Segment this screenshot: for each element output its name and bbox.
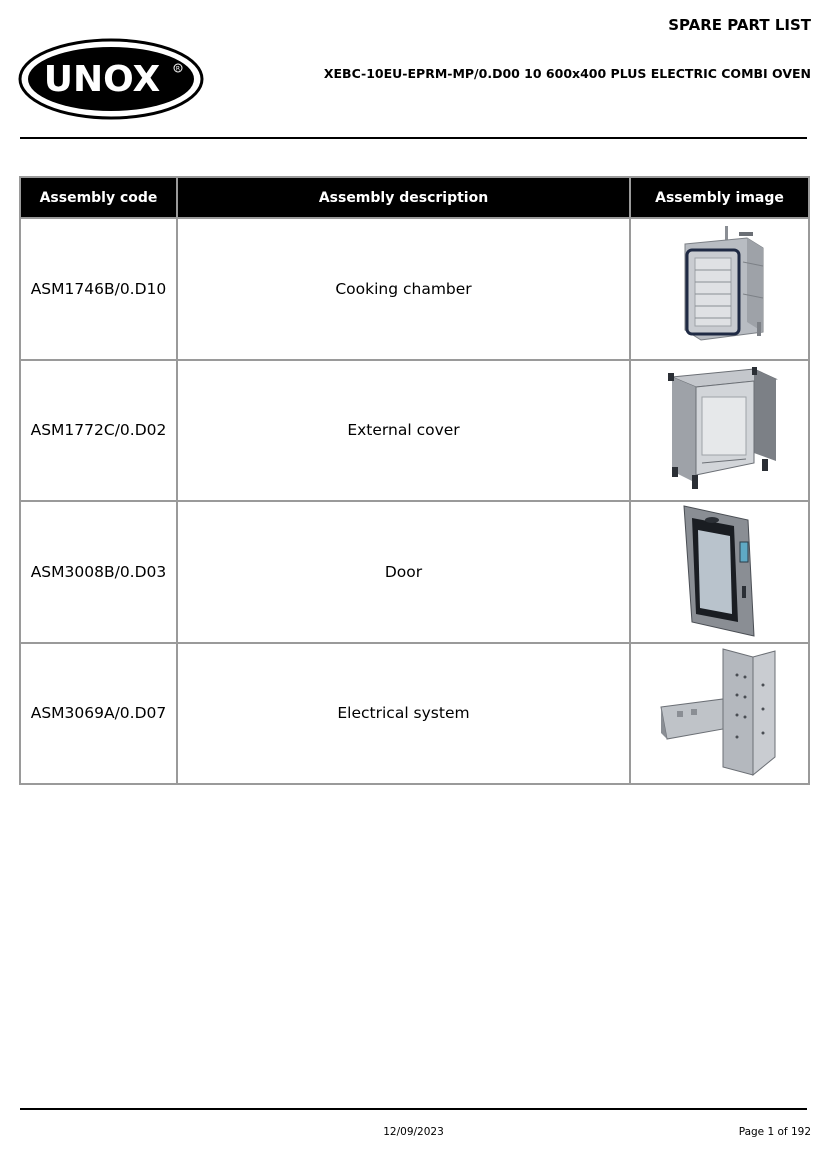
table-row <box>20 643 809 785</box>
assembly-image-cell <box>630 360 809 502</box>
assembly-table <box>19 176 810 785</box>
document-subtitle: XEBC-10EU-EPRM-MP/0.D00 10 600x400 PLUS ELECTRIC COMBI OVEN <box>323 66 811 81</box>
column-header-code: Assembly code <box>20 177 177 218</box>
table-header-row <box>20 177 809 218</box>
table-row <box>20 501 809 643</box>
assembly-description: Cooking chamber <box>177 218 630 360</box>
logo-wordmark: UNOX <box>43 59 161 100</box>
svg-text:R: R <box>175 65 181 73</box>
table-row <box>20 218 809 360</box>
assembly-image-cell <box>630 501 809 643</box>
assembly-description: Door <box>177 501 630 643</box>
footer-divider <box>20 1108 807 1110</box>
column-header-image: Assembly image <box>630 177 809 218</box>
assembly-description: External cover <box>177 360 630 502</box>
page-number: Page 1 of 192 <box>738 1126 811 1138</box>
document-title: SPARE PART LIST <box>668 16 811 34</box>
header-divider <box>20 137 807 139</box>
footer-date: 12/09/2023 <box>383 1126 444 1138</box>
assembly-code: ASM3069A/0.D07 <box>20 643 177 785</box>
cooking-chamber-image <box>665 222 775 356</box>
assembly-code: ASM1746B/0.D10 <box>20 218 177 360</box>
assembly-image-cell <box>630 218 809 360</box>
external-cover-image <box>658 363 782 497</box>
column-header-description: Assembly description <box>177 177 630 218</box>
assembly-code: ASM1772C/0.D02 <box>20 360 177 502</box>
electrical-system-image <box>657 645 783 781</box>
assembly-image-cell <box>630 643 809 785</box>
door-image <box>678 504 762 640</box>
table-row <box>20 360 809 502</box>
assembly-description: Electrical system <box>177 643 630 785</box>
unox-logo <box>18 38 204 120</box>
assembly-code: ASM3008B/0.D03 <box>20 501 177 643</box>
